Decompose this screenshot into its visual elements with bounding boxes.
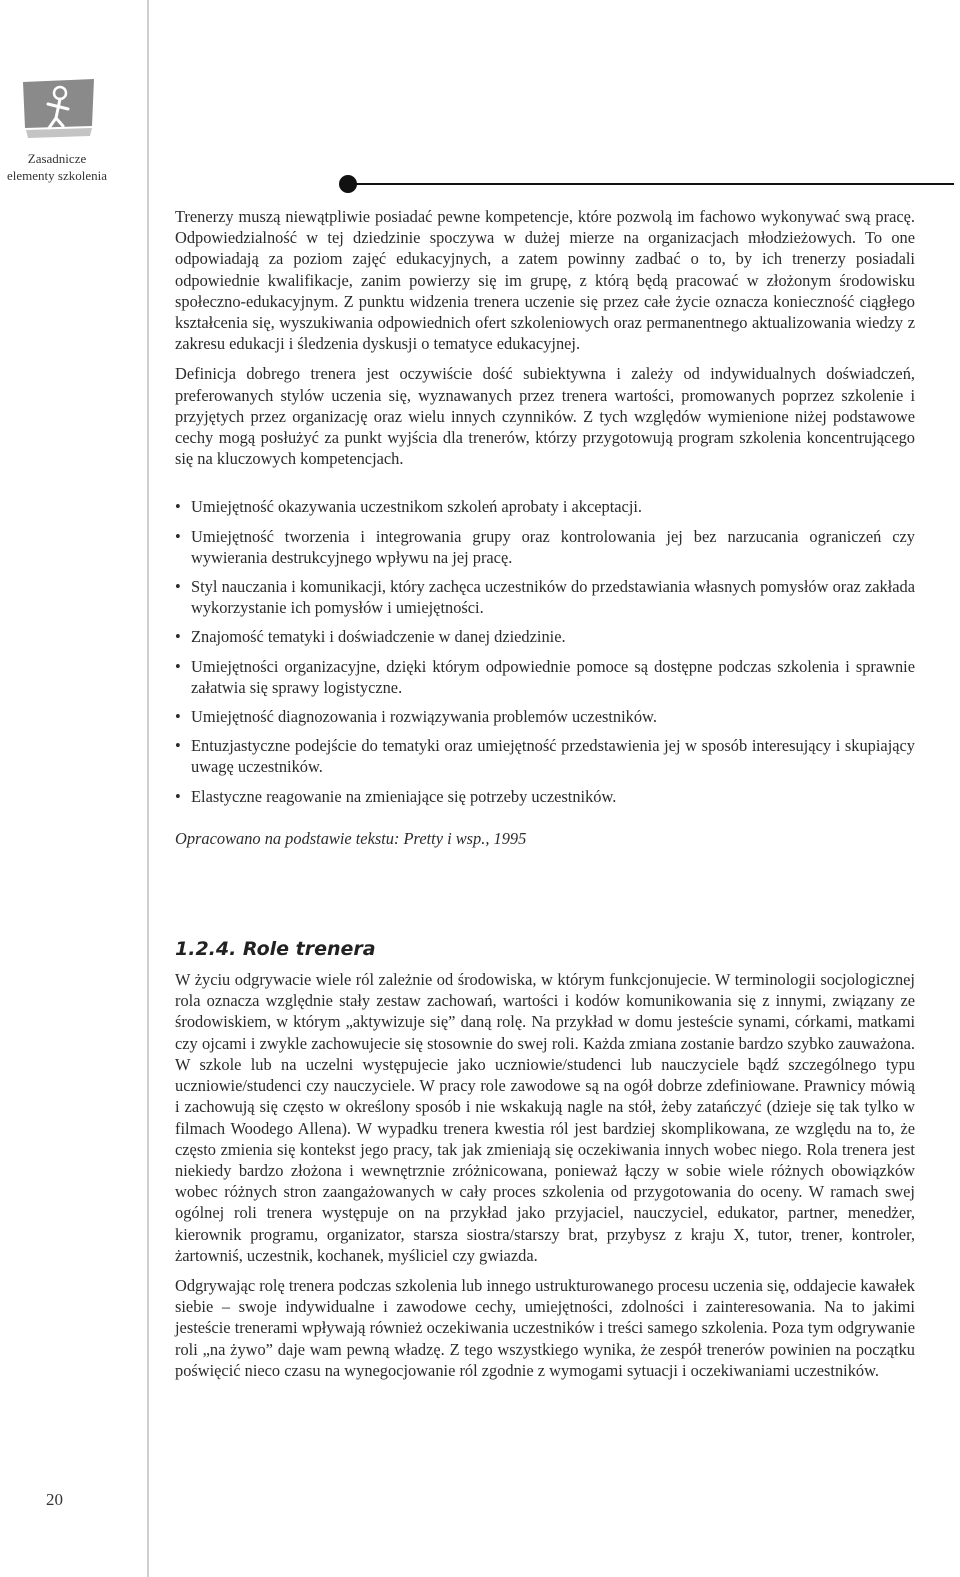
section-paragraph: W życiu odgrywacie wiele ról zależnie od środowiska, w którym funkcjonujecie. W terminologii socjologicznej rola oznacza względnie stały zestaw zachowań, wartości i kodów komunikowania się z innymi, związany ze środowiskiem, w którym „aktywizuje się” daną rolę. Na przykład w domu jesteście synami, córkami, matkami czy ojcami i zwykle zachowujecie się stosownie do swej roli. Każda zmiana zostanie bardzo szybko zauważona. W szkole lub na uczelni występujecie jako uczniowie/studenci lub nauczyciele bądź szczególnego typu uczniowie/studenci czy nauczyciele. W pracy role zawodowe są na ogół dobrze zdefiniowane. Prawnicy mówią i zachowują się często w określony sposób i nie wskakują nagle na stół, żeby zatańczyć (dzieje się tak tylko w filmach Woodego Allena). W wypadku trenera kwestia ról jest bardziej skomplikowana, ze względu na to, że często zmienia się kontekst jego pracy, tak jak zmieniają się oczekiwania innych wobec niego. Rola trenera jest niekiedy bardzo złożona i wewnętrznie zróżnicowana, ponieważ łączy w sobie wiele różnych obowiązków wobec różnych stron zaangażowanych w cały proces szkolenia od przygotowania do oceny. W ramach swej ogólnej roli trenera występuje on na przykład jako przyjaciel, nauczyciel, edukator, partner, menedżer, kierownik programu, organizator, starsza siostra/starszy brat, przybysz z kraju X, tutor, trener, kontroler, żartowniś, uczestnik, kochanek, myśliciel czy gwiazda. [175, 970, 915, 1265]
section-label-line2: elementy szkolenia [7, 168, 107, 183]
list-item-text: Umiejętność tworzenia i integrowania grupy oraz kontrolowania jej bez narzucania ograniczeń czy wywierania destrukcyjnego wpływu na jej pracę. [191, 526, 915, 567]
list-item-text: Umiejętność okazywania uczestnikom szkoleń aprobaty i akceptacji. [191, 497, 643, 517]
bullet-icon: • [175, 627, 181, 647]
list-item-text: Umiejętność diagnozowania i rozwiązywania problemów uczestników. [191, 707, 657, 727]
bullet-icon: • [175, 526, 181, 546]
list-item [175, 576, 915, 618]
figure-with-circle-icon [20, 78, 96, 140]
bullet-icon: • [175, 786, 181, 806]
list-item [175, 656, 915, 698]
list-item [175, 786, 915, 807]
header-rule [338, 174, 954, 194]
bullet-icon: • [175, 497, 181, 517]
section-paragraph: Odgrywając rolę trenera podczas szkolenia lub innego ustrukturowanego procesu uczenia się, oddajecie kawałek siebie – swoje indywidualne i zawodowe cechy, umiejętności, zdolności i zainteresowania. Na to jakimi jesteście trenerami wpływają również oczekiwania uczestników i treści samego szkolenia. Poza tym odgrywanie roli „na żywo” daje wam pewną władzę. Z tego wszystkiego wynika, że zespół trenerów powinien na początku poświęcić nieco czasu na wynegocjowanie ról zgodnie z wymogami sytuacji i oczekiwaniami uczestników. [175, 1275, 915, 1380]
intro-paragraph: Definicja dobrego trenera jest oczywiście dość subiektywna i zależy od indywidualnych doświadczeń, preferowanych stylów uczenia się, wyznawanych przez trenera wartości, promowanych poprzez szkolenie i przyjętych przez organizację oraz wielu innych czynników. Z tych względów wymienione niżej podstawowe cechy mogą posłużyć za punkt wyjścia dla trenerów, którzy przygotowują program szkolenia koncentrującego się na kluczowych kompetencjach. [175, 364, 915, 469]
list-item-text: Styl nauczania i komunikacji, który zachęca uczestników do przedstawiania własnych pomysłów oraz zakłada wykorzystanie ich pomysłów i umiejętności. [191, 577, 915, 618]
list-item [175, 526, 915, 568]
bullet-icon: • [175, 577, 181, 597]
list-item [175, 706, 915, 727]
list-item [175, 626, 915, 647]
list-item-text: Znajomość tematyki i doświadczenie w danej dziedzinie. [191, 627, 566, 647]
bullet-icon: • [175, 736, 181, 756]
list-item-text: Entuzjastyczne podejście do tematyki oraz umiejętność przedstawienia jej w sposób interesujący i skupiający uwagę uczestników. [191, 736, 915, 777]
list-item-text: Umiejętności organizacyjne, dzięki którym odpowiednie pomoce są dostępne podczas szkolenia i sprawnie załatwia się sprawy logistyczne. [191, 656, 915, 697]
list-item-text: Elastyczne reagowanie na zmieniające się potrzeby uczestników. [191, 786, 617, 806]
section-label-line1: Zasadnicze [27, 151, 87, 166]
list-item [175, 496, 915, 517]
competencies-list [175, 496, 915, 806]
main-content [175, 206, 915, 1390]
intro-paragraph: Trenerzy muszą niewątpliwie posiadać pewne kompetencje, które pozwolą im fachowo wykonywać swą pracę. Odpowiedzialność w tej dziedzinie spoczywa w dużej mierze na organizacjach młodzieżowych. To one odpowiadają za poziom zajęć edukacyjnych, a zatem powinny zadbać o to, by ich trenerzy posiadali odpowiednie kwalifikacje, zanim powierzy się im grupę, z którą będą pracować w złożonym środowisku społeczno-edukacyjnym. Z punktu widzenia trenera uczenie się przez całe życie oznacza konieczność ciągłego kształcenia się, wyszukiwania odpowiednich ofert szkoleniowych oraz permanentnego aktualizowania wiedzy z zakresu edukacji i śledzenia dyskusji o tematyce edukacyjnej. [175, 207, 915, 354]
bullet-icon: • [175, 656, 181, 676]
margin-divider [147, 0, 149, 1577]
source-note: Opracowano na podstawie tekstu: Pretty i wsp., 1995 [175, 828, 527, 848]
list-item [175, 735, 915, 777]
section-heading: 1.2.4. Role trenera [175, 938, 376, 961]
page-number: 20 [46, 1490, 63, 1509]
section-label [0, 150, 114, 184]
bullet-icon: • [175, 707, 181, 727]
